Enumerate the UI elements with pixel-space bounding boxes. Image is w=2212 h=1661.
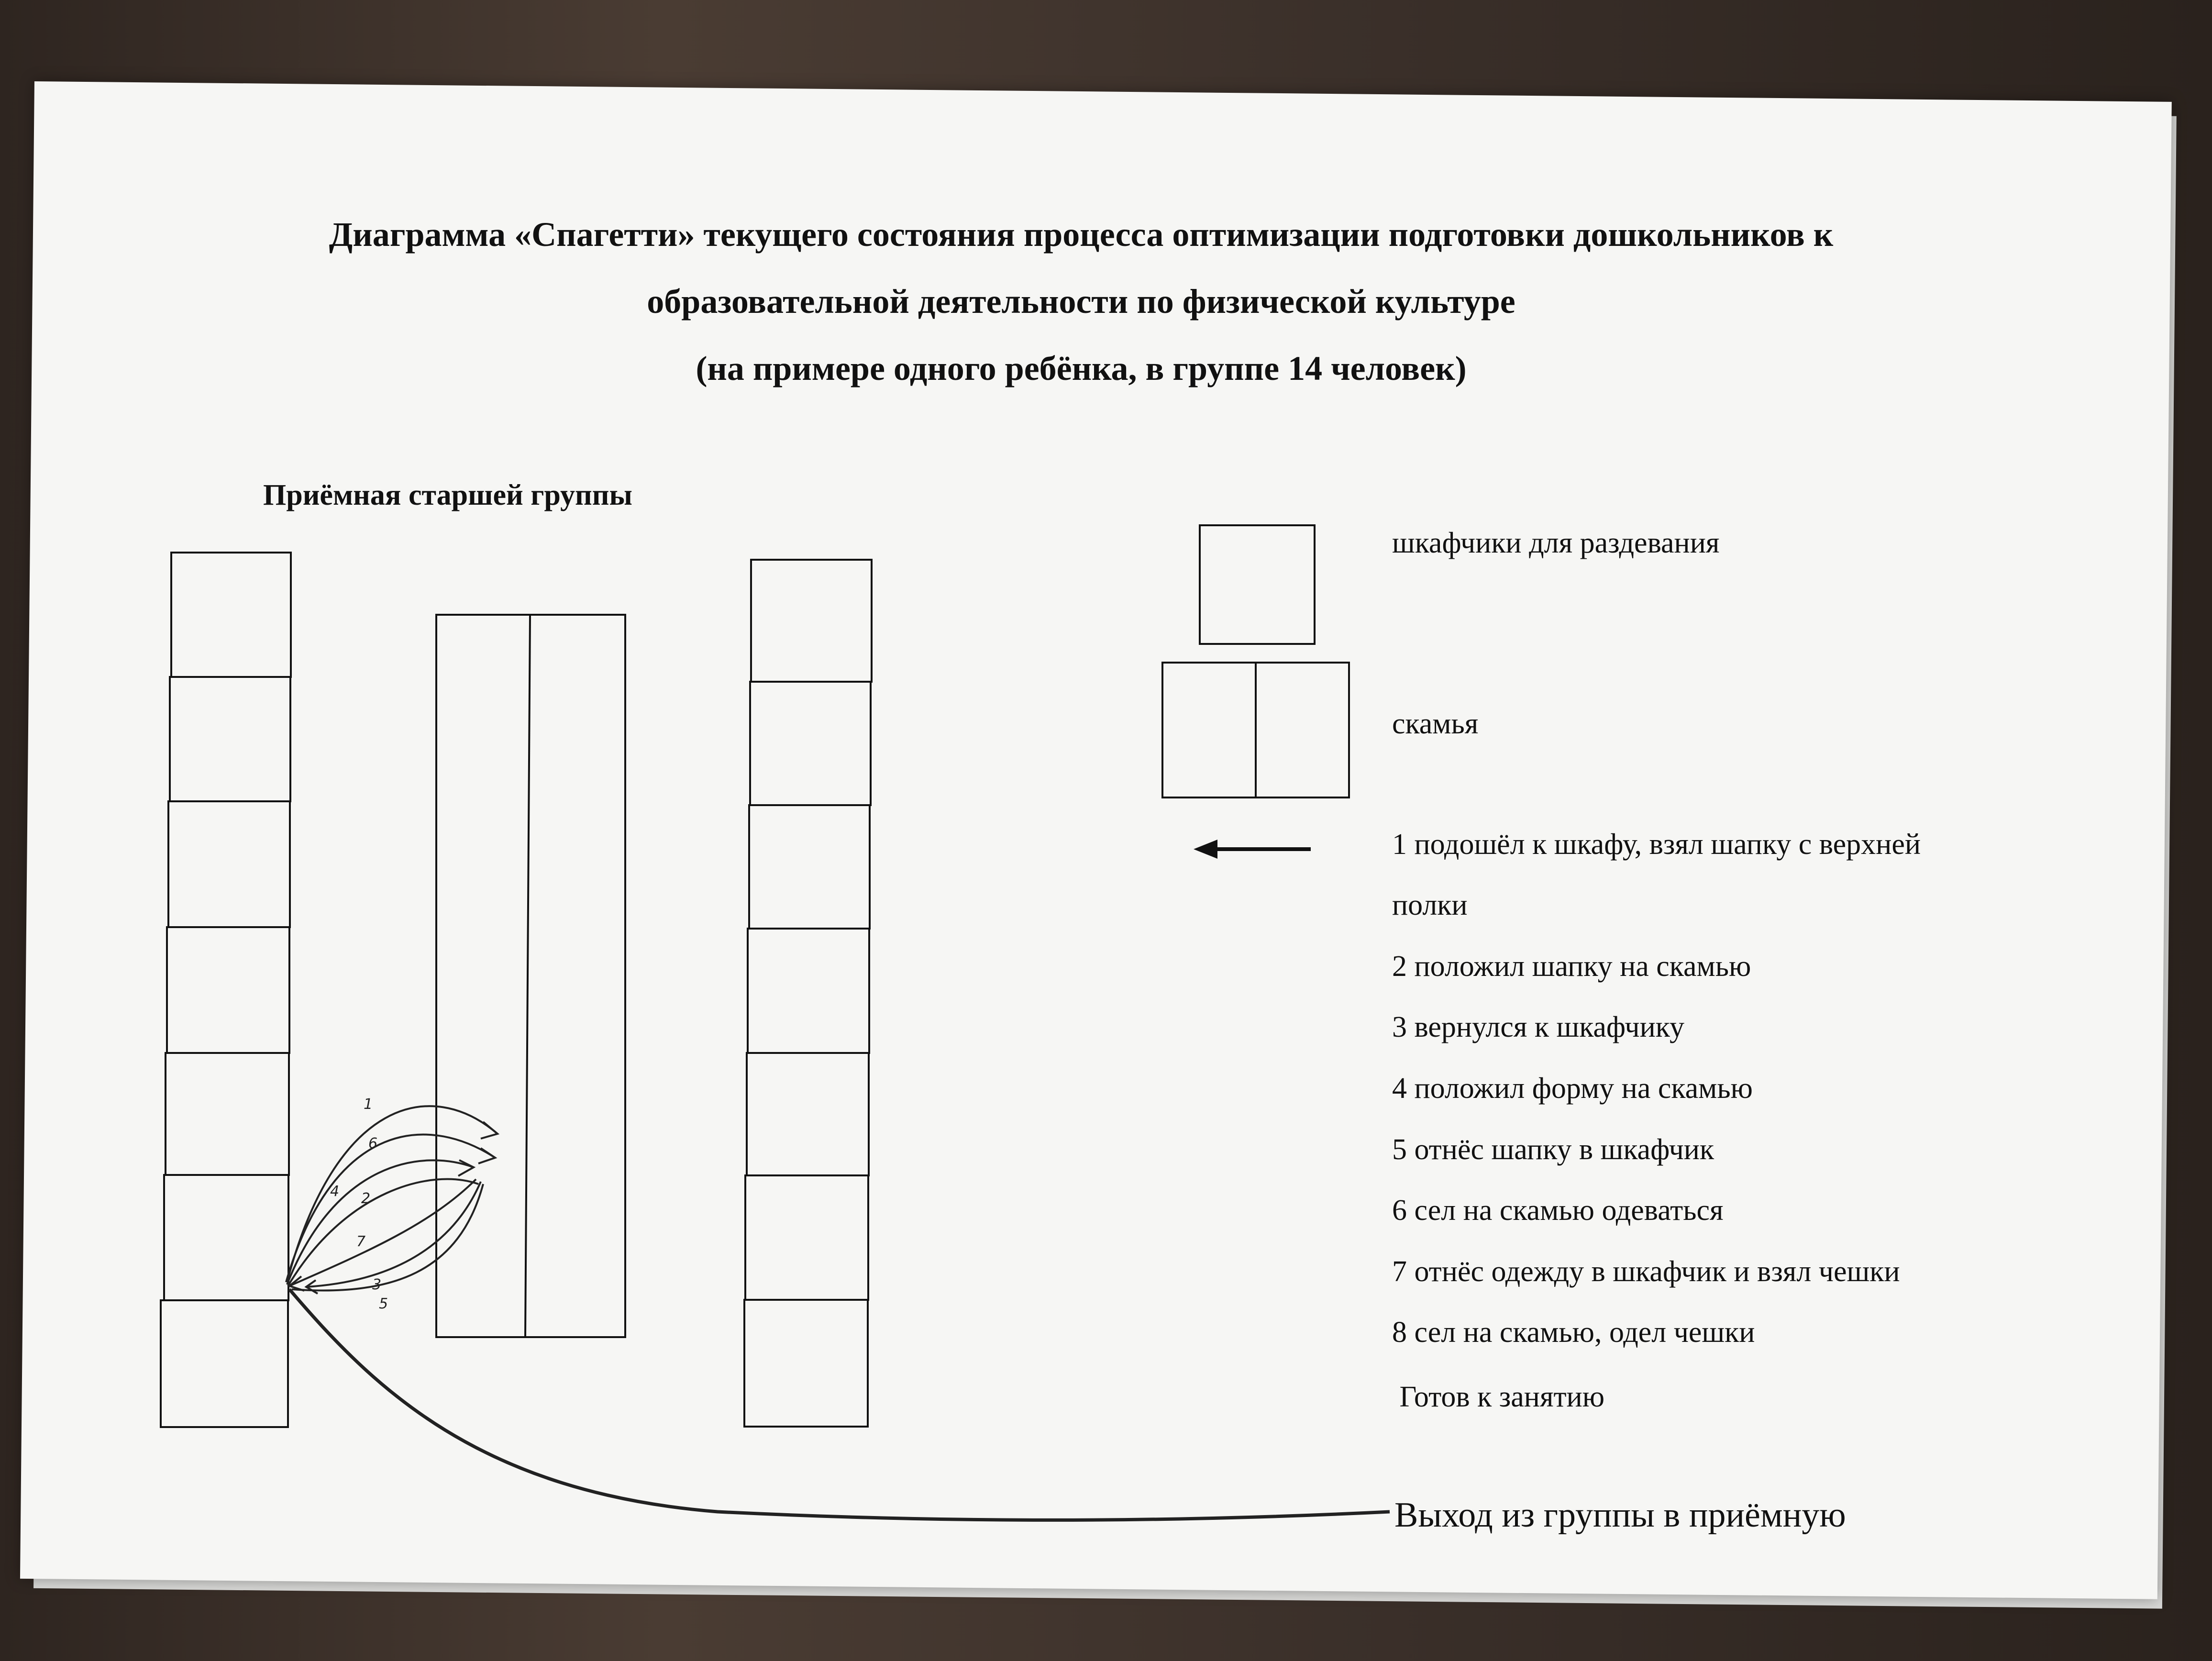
step-1: 1 подошёл к шкафу, взял шапку с верхней xyxy=(1392,828,1921,861)
legend-bench-label: скамья xyxy=(1392,708,1479,740)
step-ready: Готов к занятию xyxy=(1392,1381,1605,1413)
locker-cell xyxy=(744,1300,868,1427)
step-3: 3 вернулся к шкафчику xyxy=(1392,1011,1685,1043)
path-label: 1 xyxy=(364,1096,373,1113)
locker-cell xyxy=(171,553,291,677)
locker-cell xyxy=(751,560,872,682)
left-locker-column xyxy=(161,553,291,1427)
room-label: Приёмная старшей группы xyxy=(263,479,632,511)
path-label: 3 xyxy=(372,1276,382,1293)
arrowhead xyxy=(481,1122,498,1139)
step-1-continued: полки xyxy=(1392,889,1468,921)
locker-cell xyxy=(745,1175,868,1300)
legend-bench-symbol xyxy=(1162,663,1349,797)
step-2: 2 положил шапку на скамью xyxy=(1392,950,1751,983)
locker-cell xyxy=(747,1053,869,1175)
locker-cell xyxy=(166,1053,289,1175)
step-5: 5 отнёс шапку в шкафчик xyxy=(1392,1133,1714,1166)
locker-cell xyxy=(748,929,869,1053)
title-line-1: Диаграмма «Спагетти» текущего состояния процесса оптимизации подготовки дошкольников к xyxy=(329,215,1834,254)
legend-lockers-label: шкафчики для раздевания xyxy=(1392,527,1720,559)
exit-label: Выход из группы в приёмную xyxy=(1394,1495,1846,1535)
path-label: 7 xyxy=(356,1233,366,1250)
path-6 xyxy=(286,1135,495,1282)
step-8: 8 сел на скамью, одел чешки xyxy=(1392,1316,1755,1349)
spaghetti-paths xyxy=(286,1106,1390,1520)
step-6: 6 сел на скамью одеваться xyxy=(1392,1194,1724,1227)
locker-cell xyxy=(170,677,290,801)
legend-arrow-symbol xyxy=(1194,840,1311,859)
title-line-2: образовательной деятельности по физической культуре xyxy=(647,282,1515,321)
locker-cell xyxy=(750,682,871,805)
path-2 xyxy=(288,1179,478,1286)
locker-cell xyxy=(164,1175,288,1300)
path-label: 4 xyxy=(330,1183,340,1200)
legend-locker-symbol xyxy=(1200,525,1315,644)
locker-cell xyxy=(167,927,289,1053)
locker-cell xyxy=(749,805,870,929)
path-label: 6 xyxy=(368,1135,378,1152)
locker-cell xyxy=(168,801,290,927)
step-7: 7 отнёс одежду в шкафчик и взял чешки xyxy=(1392,1255,1900,1288)
locker-cell xyxy=(161,1300,288,1427)
path-label: 5 xyxy=(379,1296,388,1312)
path-1 xyxy=(287,1106,498,1282)
title-line-3: (на примере одного ребёнка, в группе 14 человек) xyxy=(696,349,1467,388)
right-locker-column xyxy=(744,560,872,1427)
step-4: 4 положил форму на скамью xyxy=(1392,1072,1753,1105)
exit-path xyxy=(289,1289,1390,1520)
bench-divider xyxy=(525,616,530,1337)
path-label: 2 xyxy=(361,1190,371,1207)
